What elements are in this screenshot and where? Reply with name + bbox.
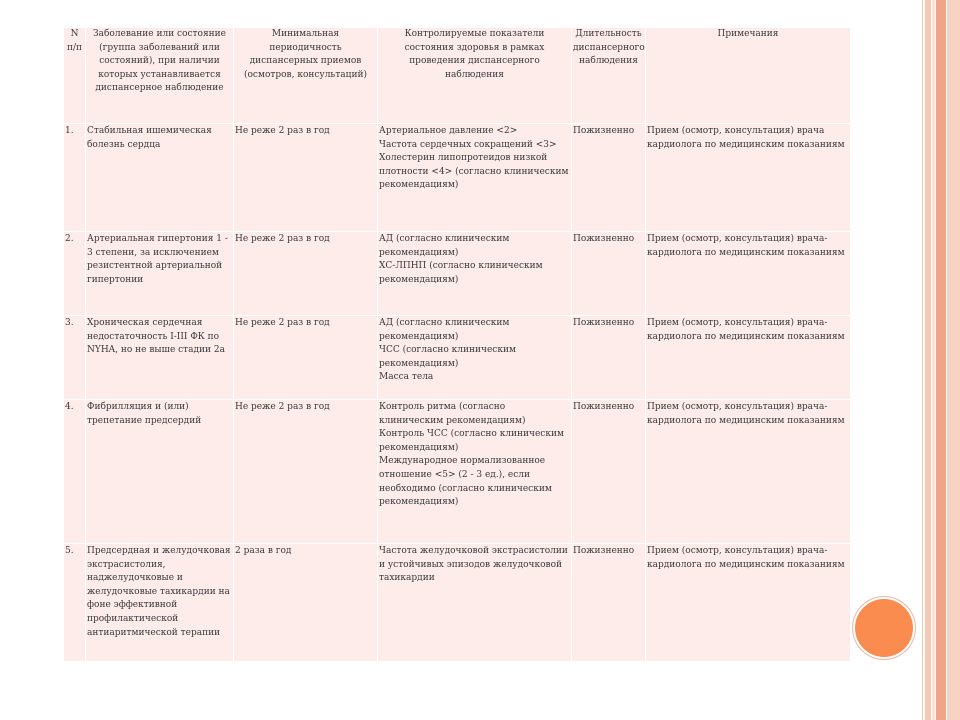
row-condition: Фибрилляция и (или) трепетание предсердий xyxy=(86,400,234,544)
header-number: N п/п xyxy=(64,28,86,124)
indicator-line: Частота сердечных сокращений <3> xyxy=(379,139,557,150)
row-periodicity: Не реже 2 раз в год xyxy=(234,316,378,400)
header-duration: Длительность диспансерного наблюдения xyxy=(572,28,646,124)
decor-stripe xyxy=(932,0,935,720)
row-notes: Прием (осмотр, консультация) врача-кардиолога по медицинским показаниям xyxy=(646,400,851,544)
indicator-line: Масса тела xyxy=(379,372,434,383)
indicator-line: Контроль ЧСС (согласно клиническим рекомендациям) xyxy=(379,429,564,453)
row-number: 1. xyxy=(64,124,86,232)
decor-stripe xyxy=(925,0,931,720)
row-condition: Предсердная и желудочковая экстрасистолия, наджелудочковые и желудочковые тахикардии на фоне эффективной профилактической антиаритмической терапии xyxy=(86,544,234,662)
row-indicators xyxy=(378,316,572,400)
header-periodicity: Минимальная периодичность диспансерных приемов (осмотров, консультаций) xyxy=(234,28,378,124)
table-row xyxy=(64,232,851,316)
indicator-line: АД (согласно клиническим рекомендациям) xyxy=(379,318,510,342)
table-row xyxy=(64,124,851,232)
indicator-line: Холестерин липопротеидов низкой плотности <4> (согласно клиническим рекомендациям) xyxy=(379,153,569,191)
row-indicators xyxy=(378,544,572,662)
indicator-line: АД (согласно клиническим рекомендациям) xyxy=(379,234,510,258)
row-duration: Пожизненно xyxy=(572,400,646,544)
row-periodicity: 2 раза в год xyxy=(234,544,378,662)
table-header-row xyxy=(64,28,851,124)
row-duration: Пожизненно xyxy=(572,232,646,316)
observation-table xyxy=(63,27,851,662)
table-row xyxy=(64,316,851,400)
row-periodicity: Не реже 2 раз в год xyxy=(234,400,378,544)
indicator-line: ЧСС (согласно клиническим рекомендациям) xyxy=(379,345,516,369)
row-indicators xyxy=(378,124,572,232)
row-indicators xyxy=(378,232,572,316)
header-condition: Заболевание или состояние (группа заболеваний или состояний), при наличии которых устанавливается диспансерное наблюдение xyxy=(86,28,234,124)
row-number: 2. xyxy=(64,232,86,316)
row-notes: Прием (осмотр, консультация) врача кардиолога по медицинским показаниям xyxy=(646,124,851,232)
row-number: 5. xyxy=(64,544,86,662)
row-periodicity: Не реже 2 раз в год xyxy=(234,124,378,232)
row-duration: Пожизненно xyxy=(572,124,646,232)
row-periodicity: Не реже 2 раз в год xyxy=(234,232,378,316)
indicator-line: Контроль ритма (согласно клиническим рекомендациям) xyxy=(379,402,526,426)
row-duration: Пожизненно xyxy=(572,544,646,662)
row-number: 4. xyxy=(64,400,86,544)
indicator-line: Международное нормализованное отношение <5> (2 - 3 ед.), если необходимо (согласно клиническим рекомендациям) xyxy=(379,456,552,508)
decor-stripe xyxy=(936,0,946,720)
row-indicators xyxy=(378,400,572,544)
indicator-line: Частота желудочковой экстрасистолии и устойчивых эпизодов желудочковой тахикардии xyxy=(379,546,568,584)
page-divider-line xyxy=(922,0,923,720)
table-row xyxy=(64,400,851,544)
decor-orange-circle xyxy=(855,599,913,657)
decor-stripe xyxy=(947,0,960,720)
row-condition: Стабильная ишемическая болезнь сердца xyxy=(86,124,234,232)
row-number: 3. xyxy=(64,316,86,400)
row-notes: Прием (осмотр, консультация) врача-кардиолога по медицинским показаниям xyxy=(646,232,851,316)
header-indicators: Контролируемые показатели состояния здоровья в рамках проведения диспансерного наблюдения xyxy=(378,28,572,124)
indicator-line: ХС-ЛПНП (согласно клиническим рекомендациям) xyxy=(379,261,543,285)
row-duration: Пожизненно xyxy=(572,316,646,400)
indicator-line: Артериальное давление <2> xyxy=(379,126,518,136)
row-notes: Прием (осмотр, консультация) врача-кардиолога по медицинским показаниям xyxy=(646,544,851,662)
row-notes: Прием (осмотр, консультация) врача-кардиолога по медицинским показаниям xyxy=(646,316,851,400)
table-row xyxy=(64,544,851,662)
row-condition: Артериальная гипертония 1 - 3 степени, за исключением резистентной артериальной гипертонии xyxy=(86,232,234,316)
row-condition: Хроническая сердечная недостаточность I-III ФК по NYHA, но не выше стадии 2а xyxy=(86,316,234,400)
header-notes: Примечания xyxy=(646,28,851,124)
